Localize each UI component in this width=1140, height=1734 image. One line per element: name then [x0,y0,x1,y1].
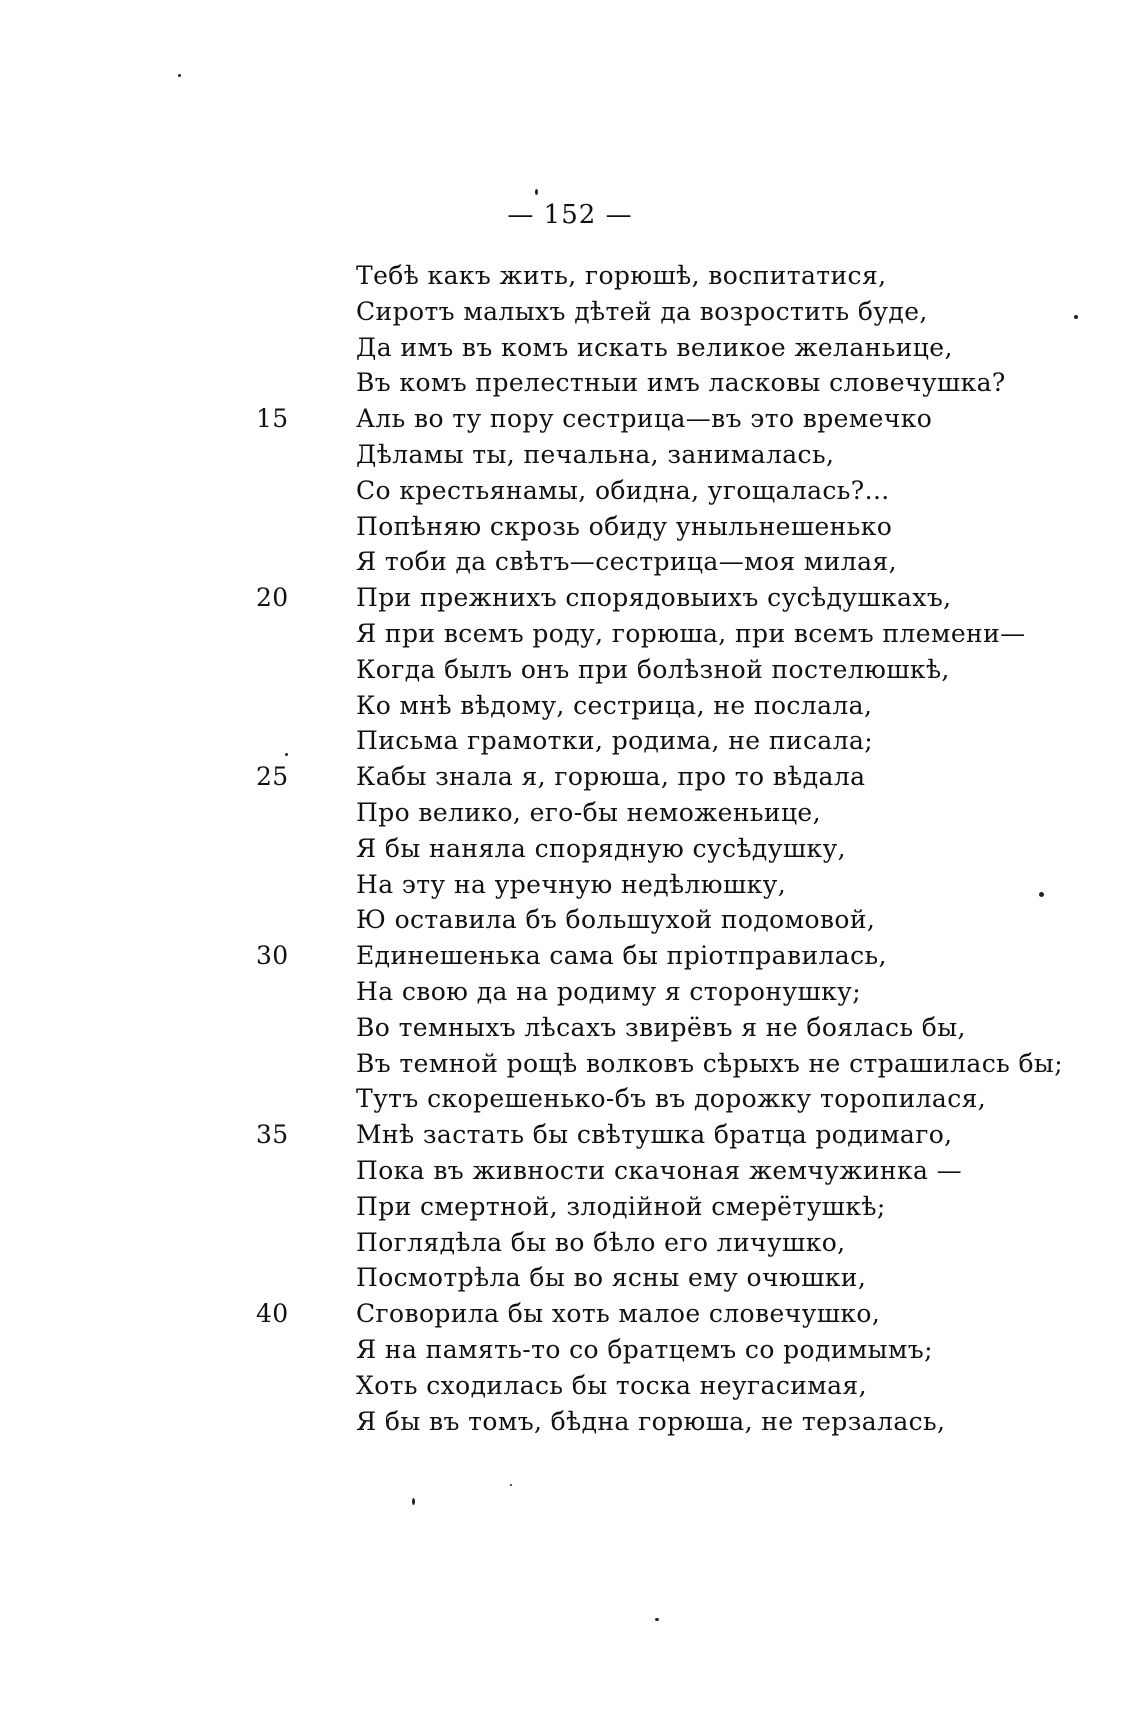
poem-line [300,1010,1060,1046]
scan-speck [535,189,538,195]
line-text: При смертной, злодійной смерётушкѣ; [356,1191,886,1221]
scan-speck [412,1498,415,1505]
line-number: 15 [256,404,289,434]
line-text: На эту на уречную недѣлюшку, [356,869,787,899]
poem-line [300,1046,1064,1082]
scan-speck [178,74,181,77]
line-text: Ю оставила бъ большухой подомовой, [356,905,876,935]
line-text: Да имъ въ комъ искать великое желаньице, [356,332,953,362]
poem-line [300,1189,1060,1225]
line-text: Про велико, его-бы неможеньице, [356,797,821,827]
line-text: Ко мнѣ вѣдому, сестрица, не послала, [356,690,873,720]
poem-line [300,544,1060,580]
line-text: Я на память-то со братцемъ со родимымъ; [356,1334,933,1364]
line-text: Поглядѣла бы во бѣло его личушко, [356,1227,846,1257]
line-text: Единешенька сама бы пріотправилась, [356,941,887,971]
line-text: Я тоби да свѣтъ—сестрица—моя милая, [356,547,897,577]
poem-line [256,1117,1060,1153]
line-text: Кабы знала я, горюша, про то вѣдала [356,762,866,792]
scan-speck [285,753,288,756]
poem-line [300,330,1060,366]
line-text: Аль во ту пору сестрица—въ это времечко [356,404,933,434]
poem-text [256,258,1064,1439]
poem-line [300,1368,1060,1404]
line-text: Мнѣ застать бы свѣтушка братца родимаго, [356,1120,953,1150]
line-text: Въ темной рощѣ волковъ сѣрыхъ не страшилась бы; [356,1048,1064,1078]
line-text: Я при всемъ роду, горюша, при всемъ племени— [356,618,1026,648]
line-text: Во темныхъ лѣсахъ звирёвъ я не боялась бы, [356,1012,966,1042]
line-text: Тебѣ какъ жить, горюшѣ, воспитатися, [356,261,887,290]
line-text: Тутъ скорешенько-бъ въ дорожку торопилася, [356,1084,987,1114]
line-text: Пока въ живности скачоная жемчужинка — [356,1155,963,1185]
poem-line [256,938,1060,974]
line-text: Въ комъ прелестныи имъ ласковы словечушка? [356,368,1006,398]
poem-line [300,473,1060,509]
poem-line [300,652,1060,688]
poem-line [300,1081,1060,1117]
poem-line [300,616,1060,652]
poem-line [300,902,1060,938]
scan-speck [510,1484,512,1486]
poem-line [300,974,1060,1010]
scan-speck [1074,315,1078,319]
line-number: 40 [256,1299,289,1329]
poem-line [300,1332,1060,1368]
poem-line [300,437,1060,473]
poem-line [256,401,1060,437]
line-text: Когда былъ онъ при болѣзной постелюшкѣ, [356,654,950,684]
line-text: Со крестьянамы, обидна, угощалась?... [356,475,890,505]
poem-line [300,831,1060,867]
poem-line [300,1225,1060,1261]
line-text: Сговорила бы хоть малое словечушко, [356,1299,881,1329]
line-text: Я бы въ томъ, бѣдна горюша, не терзалась, [356,1406,946,1436]
poem-line [300,795,1060,831]
line-number: 25 [256,762,289,792]
poem-line [300,867,1060,903]
poem-line [300,688,1060,724]
poem-line [256,580,1060,616]
poem-line [300,509,1060,545]
poem-line [300,1404,1060,1440]
poem-line [300,258,1060,294]
poem-line [300,1260,1060,1296]
poem-line [256,759,1060,795]
line-number: 20 [256,583,289,613]
line-text: Попѣняю скрозь обиду уныльнешенько [356,511,893,541]
line-text: Хоть сходилась бы тоска неугасимая, [356,1370,867,1400]
scan-speck [1039,892,1044,897]
poem-line [300,365,1060,401]
poem-line [300,1153,1060,1189]
page-number: — 152 — [507,200,633,230]
line-text: Я бы наняла спорядную сусѣдушку, [356,833,846,863]
line-number: 30 [256,941,289,971]
line-text: Дѣламы ты, печальна, занималась, [356,439,835,469]
poem-line [300,723,1060,759]
poem-line [300,294,1060,330]
poem-line [256,1296,1060,1332]
line-number: 35 [256,1120,289,1150]
line-text: Посмотрѣла бы во ясны ему очюшки, [356,1263,867,1293]
line-text: На свою да на родиму я сторонушку; [356,976,862,1006]
line-text: Письма грамотки, родима, не писала; [356,726,874,756]
line-text: Сиротъ малыхъ дѣтей да возростить буде, [356,296,928,326]
line-text: При прежнихъ спорядовыихъ сусѣдушкахъ, [356,583,952,613]
scan-speck [655,1618,659,1621]
